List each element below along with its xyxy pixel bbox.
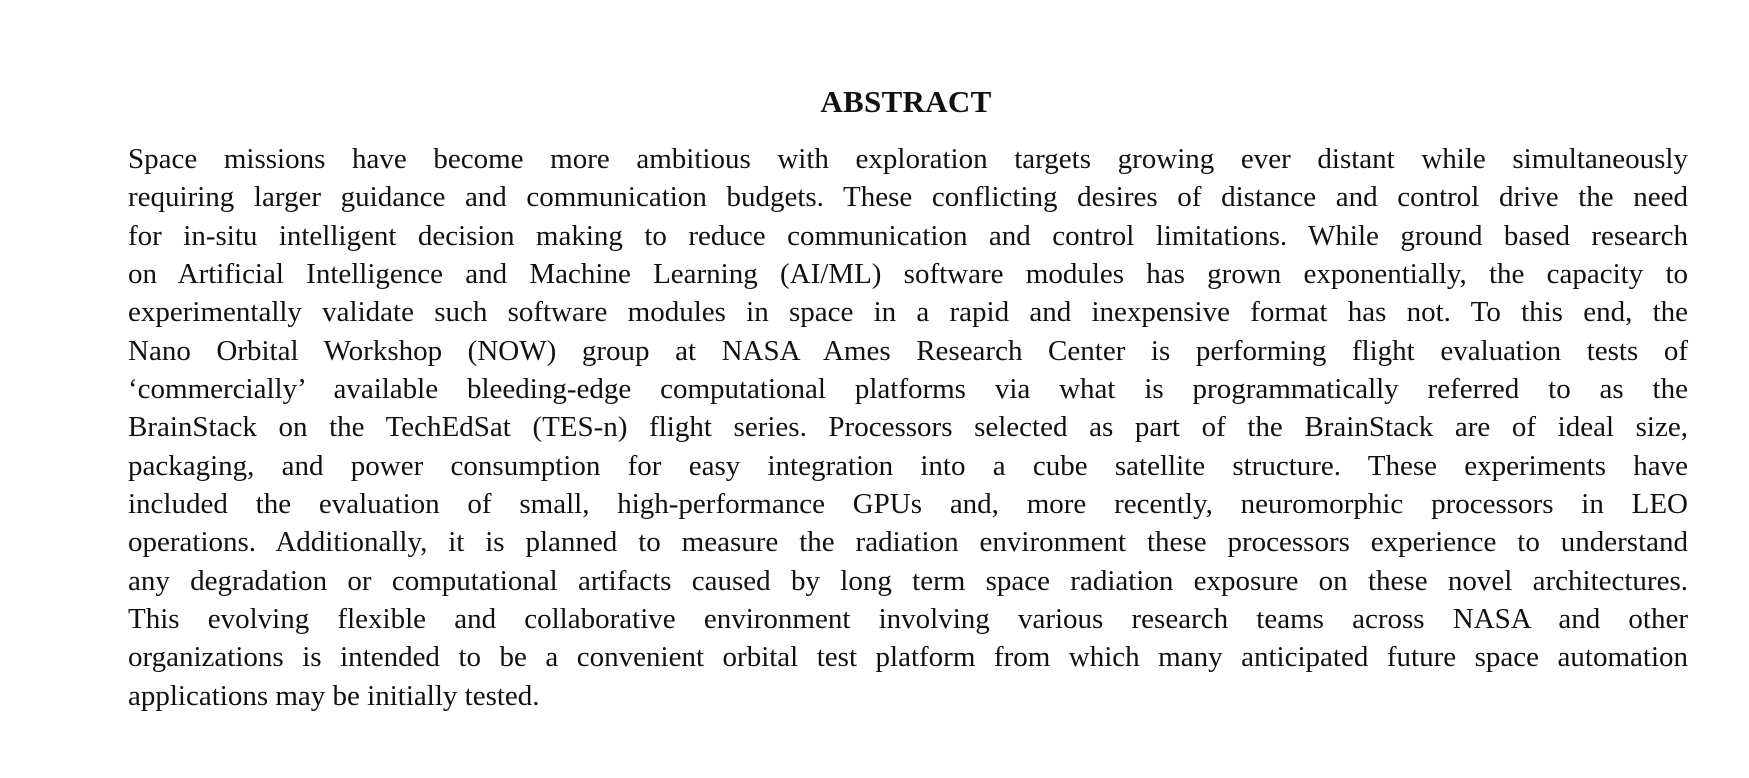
abstract-line: packaging, and power consumption for easy integration into a cube satellite structure. These experiments have: [128, 449, 1688, 482]
abstract-line: Nano Orbital Workshop (NOW) group at NASA Ames Research Center is performing flight evaluation tests of: [128, 334, 1688, 367]
abstract-line: Space missions have become more ambitious with exploration targets growing ever distant while simultaneously: [128, 143, 1688, 175]
abstract-line: BrainStack on the TechEdSat (TES-n) flight series. Processors selected as part of the BrainStack are of ideal size,: [128, 411, 1688, 444]
abstract-line: experimentally validate such software modules in space in a rapid and inexpensive format has not. To this end, the: [128, 296, 1688, 329]
abstract-line: applications may be initially tested.: [128, 679, 540, 712]
abstract-line: on Artificial Intelligence and Machine Learning (AI/ML) software modules has grown exponentially, the capacity to: [128, 258, 1688, 291]
abstract-line: ‘commercially’ available bleeding-edge computational platforms via what is programmatically referred to as the: [128, 373, 1688, 406]
abstract-body: [128, 140, 1688, 715]
abstract-line: any degradation or computational artifacts caused by long term space radiation exposure on these novel architectures.: [128, 564, 1688, 597]
abstract-line: included the evaluation of small, high-performance GPUs and, more recently, neuromorphic processors in LEO: [128, 488, 1688, 521]
abstract-line: This evolving flexible and collaborative environment involving various research teams across NASA and other: [128, 603, 1688, 636]
abstract-line: for in-situ intelligent decision making to reduce communication and control limitations. While ground based research: [128, 219, 1688, 252]
abstract-heading: ABSTRACT: [820, 84, 992, 119]
abstract-line: requiring larger guidance and communication budgets. These conflicting desires of distance and control drive the need: [128, 181, 1688, 214]
abstract-line: operations. Additionally, it is planned to measure the radiation environment these processors experience to understand: [128, 526, 1688, 559]
abstract-line: organizations is intended to be a convenient orbital test platform from which many anticipated future space automation: [128, 641, 1688, 674]
